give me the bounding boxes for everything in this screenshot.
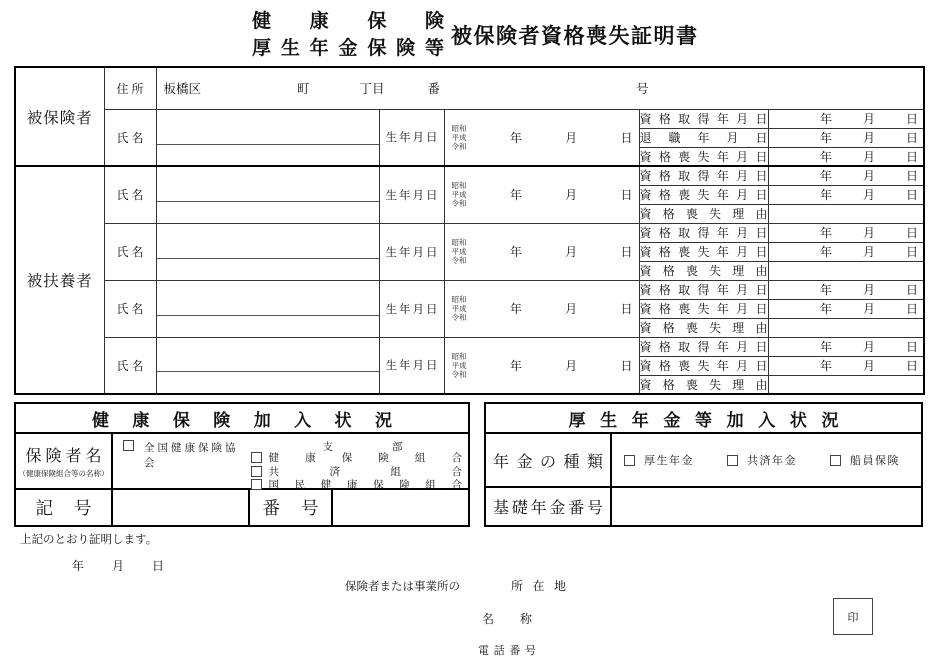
kumiai-option-label: 健 康 保 険 組 合 — [268, 453, 462, 465]
dependent-name-label: 氏 名 — [104, 166, 156, 223]
lost-date-label: 資 格 喪 失 年 月 日 — [639, 242, 768, 261]
phone-number-label: 電 話 番 号 — [478, 645, 536, 657]
retired-date-label: 退 職 年 月 日 — [639, 128, 768, 147]
era-selector[interactable]: 昭和 平成 令和 — [451, 351, 467, 379]
health-insurance-status-box — [14, 402, 470, 527]
dependent-name-field[interactable] — [156, 280, 379, 337]
shibu-label: 支 部 — [322, 442, 403, 453]
insurer-name-field[interactable] — [113, 434, 468, 492]
kokumin-checkbox[interactable] — [251, 479, 262, 490]
lost-date-label: 資 格 喪 失 年 月 日 — [639, 147, 768, 166]
base-pension-number-field[interactable] — [612, 488, 921, 525]
insurer-name-note: （健康保険組合等の名称） — [18, 469, 109, 478]
dependent-birthdate-label: 生 年 月 日 — [379, 337, 444, 394]
acquired-date-field[interactable]: 年 月 日 — [768, 166, 924, 185]
senin-hoken-checkbox[interactable] — [830, 455, 841, 466]
dependent-birthdate-field[interactable]: 昭和 平成 令和 年 月 日 — [444, 223, 639, 280]
dependent-birthdate-field[interactable]: 昭和 平成 令和 年 月 日 — [444, 166, 639, 223]
insured-name-field[interactable] — [156, 109, 379, 166]
address-field[interactable] — [156, 67, 924, 109]
kyosai-option-label: 共 済 組 合 — [268, 466, 462, 478]
lost-date-field[interactable]: 年 月 日 — [768, 242, 924, 261]
pension-box-header: 厚 生 年 金 等 加 入 状 況 — [486, 404, 921, 434]
kumiai-checkbox[interactable] — [251, 452, 262, 463]
certify-statement: 上記のとおり証明します。 — [20, 534, 158, 546]
address-ban: 番 — [427, 82, 441, 97]
insured-name-label: 氏 名 — [104, 109, 156, 166]
dependent-name-label: 氏 名 — [104, 280, 156, 337]
seal-label: 印 — [847, 611, 859, 624]
era-selector[interactable]: 昭和 平成 令和 — [451, 238, 467, 265]
dependent-name-label: 氏 名 — [104, 223, 156, 280]
furigana-line — [157, 129, 379, 145]
dependent-birthdate-label: 生 年 月 日 — [379, 223, 444, 280]
address-ward: 板橋区 — [163, 82, 202, 97]
insured-birthdate-label: 生 年 月 日 — [379, 109, 444, 166]
furigana-line — [157, 245, 379, 259]
acquired-date-field[interactable]: 年 月 日 — [768, 337, 924, 356]
insured-section-label: 被保険者 — [15, 67, 104, 166]
dependent-name-field[interactable] — [156, 337, 379, 394]
issuer-prefix-label: 保険者または事業所の — [345, 581, 460, 593]
lost-date-field[interactable]: 年 月 日 — [768, 185, 924, 204]
kigo-label: 記 号 — [16, 490, 113, 525]
lost-date-label: 資 格 喪 失 年 月 日 — [639, 299, 768, 318]
pension-type-label: 年 金 の 種 類 — [486, 434, 612, 486]
kosei-nenkin-checkbox[interactable] — [624, 455, 635, 466]
kyokai-option-label: 全国健康保険協会 — [144, 443, 239, 469]
kyosai-checkbox[interactable] — [251, 466, 262, 477]
lost-date-label: 資 格 喪 失 年 月 日 — [639, 356, 768, 375]
acquired-date-label: 資 格 取 得 年 月 日 — [639, 166, 768, 185]
acquired-date-label: 資 格 取 得 年 月 日 — [639, 337, 768, 356]
era-selector[interactable]: 昭和 平成 令和 — [451, 295, 467, 322]
title-pension-insurance: 厚 生 年 金 保 険 等 — [252, 38, 444, 59]
bango-field[interactable] — [333, 490, 468, 525]
lost-reason-field[interactable] — [768, 204, 924, 223]
address-go: 号 — [636, 82, 649, 97]
furigana-line — [157, 302, 379, 316]
lost-reason-field[interactable] — [768, 318, 924, 337]
lost-reason-label: 資 格 喪 失 理 由 — [639, 318, 768, 337]
acquired-date-label: 資 格 取 得 年 月 日 — [639, 109, 768, 128]
lost-date-label: 資 格 喪 失 年 月 日 — [639, 185, 768, 204]
senin-hoken-option-label: 船員保険 — [850, 455, 900, 467]
kyosai-nenkin-checkbox[interactable] — [727, 455, 738, 466]
lost-reason-field[interactable] — [768, 375, 924, 394]
dependents-section-label: 被扶養者 — [15, 166, 104, 394]
dependent-name-field[interactable] — [156, 223, 379, 280]
dependent-name-field[interactable] — [156, 166, 379, 223]
form-title-block — [252, 6, 444, 60]
acquired-date-field[interactable]: 年 月 日 — [768, 280, 924, 299]
dependent-birthdate-field[interactable]: 昭和 平成 令和 年 月 日 — [444, 280, 639, 337]
retired-date-field[interactable]: 年 月 日 — [768, 128, 924, 147]
lost-reason-label: 資 格 喪 失 理 由 — [639, 375, 768, 394]
address-chome: 丁目 — [359, 82, 385, 97]
insured-birthdate-field[interactable]: 昭和 平成 令和 年 月 日 — [444, 109, 639, 166]
lost-reason-label: 資 格 喪 失 理 由 — [639, 261, 768, 280]
dependent-name-label: 氏 名 — [104, 337, 156, 394]
kigo-field[interactable] — [113, 490, 250, 525]
lost-reason-field[interactable] — [768, 261, 924, 280]
lost-date-field[interactable]: 年 月 日 — [768, 299, 924, 318]
issuer-name-label: 名 称 — [482, 612, 532, 626]
kokumin-option-label: 国 民 健 康 保 険 組 合 — [268, 480, 462, 492]
issue-date-field[interactable]: 年 月 日 — [72, 559, 164, 573]
address-label: 住 所 — [104, 67, 156, 109]
pension-status-box — [484, 402, 923, 527]
dependent-birthdate-field[interactable]: 昭和 平成 令和 年 月 日 — [444, 337, 639, 394]
dependent-birthdate-label: 生 年 月 日 — [379, 166, 444, 223]
era-selector[interactable]: 昭和 平成 令和 — [451, 181, 467, 209]
lost-date-field[interactable]: 年 月 日 — [768, 147, 924, 166]
kosei-nenkin-option-label: 厚生年金 — [644, 455, 694, 467]
acquired-date-label: 資 格 取 得 年 月 日 — [639, 223, 768, 242]
title-health-insurance: 健 康 保 険 — [252, 11, 444, 32]
bango-label: 番 号 — [250, 490, 333, 525]
health-box-header: 健 康 保 険 加 入 状 況 — [16, 404, 468, 434]
insured-persons-table — [14, 66, 925, 395]
era-selector[interactable]: 昭和 平成 令和 — [451, 123, 467, 151]
kyosai-nenkin-option-label: 共済年金 — [747, 455, 797, 467]
kyokai-checkbox[interactable] — [123, 440, 134, 451]
lost-date-field[interactable]: 年 月 日 — [768, 356, 924, 375]
base-pension-number-label: 基 礎 年 金 番 号 — [486, 488, 612, 525]
acquired-date-label: 資 格 取 得 年 月 日 — [639, 280, 768, 299]
issuer-address-label: 所 在 地 — [511, 579, 566, 593]
furigana-line — [157, 358, 379, 372]
furigana-line — [157, 188, 379, 202]
page-title: 被保険者資格喪失証明書 — [451, 25, 699, 48]
acquired-date-field[interactable]: 年 月 日 — [768, 109, 924, 128]
seal-box — [833, 598, 873, 635]
insurer-name-label: 保 険 者 名 （健康保険組合等の名称） — [16, 434, 113, 488]
acquired-date-field[interactable]: 年 月 日 — [768, 223, 924, 242]
dependent-birthdate-label: 生 年 月 日 — [379, 280, 444, 337]
lost-reason-label: 資 格 喪 失 理 由 — [639, 204, 768, 223]
address-town: 町 — [297, 82, 310, 97]
